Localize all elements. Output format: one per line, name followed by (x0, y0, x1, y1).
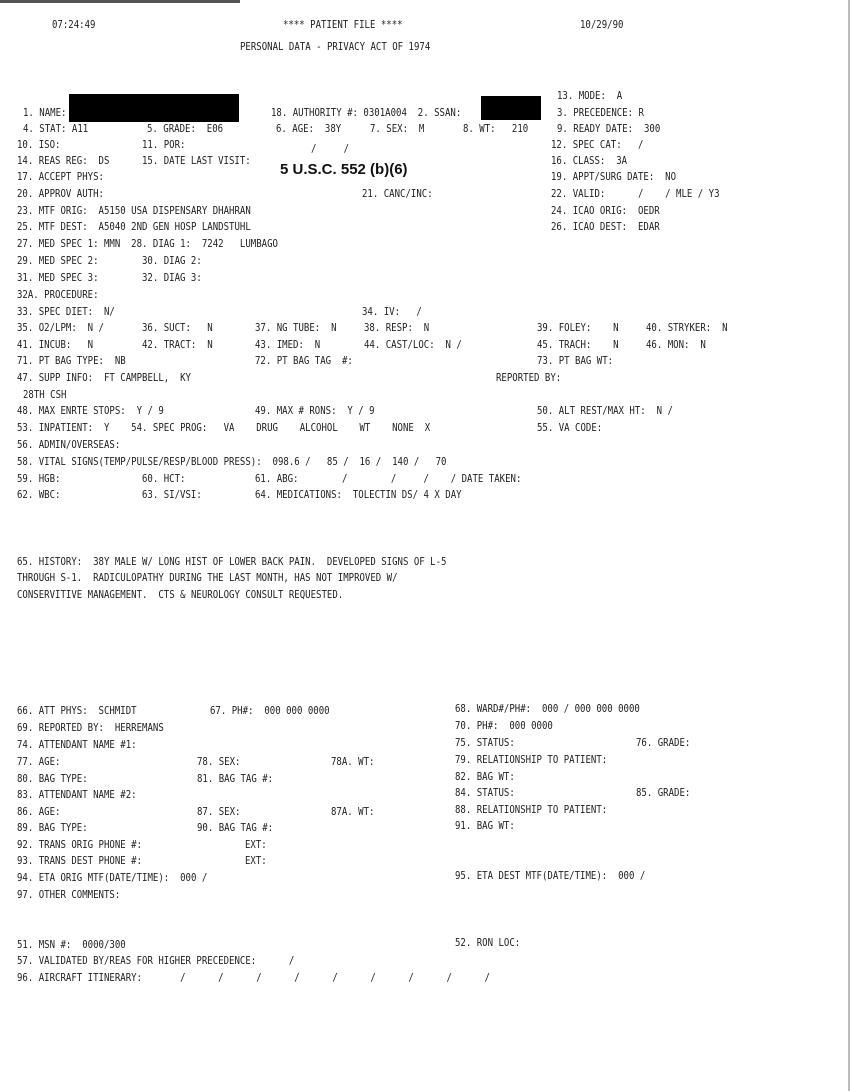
field-27-med-spec-1: 27. MED SPEC 1: MMN 28. DIAG 1: 7242 LUMBAGO (17, 238, 278, 250)
field-92-ext: EXT: (245, 839, 267, 851)
redaction-ssan (481, 96, 541, 120)
field-71-pt-bag-type: 71. PT BAG TYPE: NB (17, 355, 126, 367)
field-53-inpatient: 53. INPATIENT: Y 54. SPEC PROG: VA DRUG ALCOHOL WT NONE X (17, 422, 431, 434)
field-51-msn: 51. MSN #: 0000/300 (17, 939, 126, 951)
field-57-validated-by: 57. VALIDATED BY/REAS FOR HIGHER PRECEDENCE: / (17, 955, 295, 967)
field-32-diag-3: 32. DIAG 3: (142, 272, 202, 284)
field-83-attendant-name-2: 83. ATTENDANT NAME #2: (17, 789, 137, 801)
field-40-stryker: 40. STRYKER: N (646, 322, 728, 334)
top-rule (0, 0, 240, 3)
field-90-bag-tag: 90. BAG TAG #: (197, 822, 274, 834)
field-46-mon: 46. MON: N (646, 339, 706, 351)
field-4-stat: 4. STAT: A11 (23, 123, 89, 135)
field-67-ph: 67. PH#: 000 000 0000 (210, 705, 330, 717)
field-93-ext: EXT: (245, 855, 267, 867)
field-95-eta-dest: 95. ETA DEST MTF(DATE/TIME): 000 / (455, 870, 646, 882)
field-37-ng-tube: 37. NG TUBE: N (255, 322, 337, 334)
field-76-grade: 76. GRADE: (636, 737, 691, 749)
field-21-canc-inc: 21. CANC/INC: (362, 188, 433, 200)
field-39-foley: 39. FOLEY: N (537, 322, 619, 334)
header-date: 10/29/90 (580, 19, 624, 31)
field-64-medications: 64. MEDICATIONS: TOLECTIN DS/ 4 X DAY (255, 489, 462, 501)
field-58-vital-signs: 58. VITAL SIGNS(TEMP/PULSE/RESP/BLOOD PRESS): 098.6 / 85 / 16 / 140 / 70 (17, 456, 447, 468)
field-63-si-vsi: 63. SI/VSI: (142, 489, 202, 501)
field-93-trans-dest-phone: 93. TRANS DEST PHONE #: (17, 855, 143, 867)
field-23-mtf-orig: 23. MTF ORIG: A5150 USA DISPENSARY DHAHRAN (17, 205, 251, 217)
field-29-med-spec-2: 29. MED SPEC 2: (17, 255, 99, 267)
field-70-ph: 70. PH#: 000 0000 (455, 720, 553, 732)
field-33-spec-diet: 33. SPEC DIET: N/ (17, 306, 115, 318)
field-26-icao-dest: 26. ICAO DEST: EDAR (551, 221, 660, 233)
field-88-relationship: 88. RELATIONSHIP TO PATIENT: (455, 804, 608, 816)
field-41-incub: 41. INCUB: N (17, 339, 94, 351)
field-36-suct: 36. SUCT: N (142, 322, 213, 334)
field-28th-csh: 28TH CSH (23, 389, 67, 401)
field-18-authority: 18. AUTHORITY #: 0301A004 2. SSAN: (271, 107, 462, 119)
field-94-eta-orig: 94. ETA ORIG MTF(DATE/TIME): 000 / (17, 872, 208, 884)
field-12-spec-cat: 12. SPEC CAT: / (551, 139, 644, 151)
field-38-resp: 38. RESP: N (364, 322, 430, 334)
field-8-wt: 8. WT: 210 (463, 123, 529, 135)
field-87-sex: 87. SEX: (197, 806, 241, 818)
field-6-age: 6. AGE: 38Y (276, 123, 342, 135)
field-81-bag-tag: 81. BAG TAG #: (197, 773, 274, 785)
field-24-icao-orig: 24. ICAO ORIG: OEDR (551, 205, 660, 217)
field-60-hct: 60. HCT: (142, 473, 186, 485)
field-85-grade: 85. GRADE: (636, 787, 691, 799)
field-62-wbc: 62. WBC: (17, 489, 61, 501)
field-55-va-code: 55. VA CODE: (537, 422, 603, 434)
field-75-status: 75. STATUS: (455, 737, 515, 749)
field-7-sex: 7. SEX: M (370, 123, 425, 135)
field-47-supp-info: 47. SUPP INFO: FT CAMPBELL, KY (17, 372, 191, 384)
field-65-history-line-1: 65. HISTORY: 38Y MALE W/ LONG HIST OF LOWER BACK PAIN. DEVELOPED SIGNS OF L-5 (17, 556, 447, 568)
field-10-iso: 10. ISO: (17, 139, 61, 151)
field-82-bag-wt: 82. BAG WT: (455, 771, 515, 783)
field-78a-wt: 78A. WT: (331, 756, 375, 768)
field-74-attendant-name-1: 74. ATTENDANT NAME #1: (17, 739, 137, 751)
field-69-reported-by: 69. REPORTED BY: HERREMANS (17, 722, 164, 734)
field-1-name: 1. NAME: (23, 107, 67, 119)
field-22-valid: 22. VALID: / / MLE / Y3 (551, 188, 720, 200)
field-11-por: 11. POR: (142, 139, 186, 151)
field-14-reas-reg: 14. REAS REG: DS (17, 155, 110, 167)
header-time: 07:24:49 (52, 19, 96, 31)
field-91-bag-wt: 91. BAG WT: (455, 820, 515, 832)
field-61-abg: 61. ABG: / / / / DATE TAKEN: (255, 473, 522, 485)
field-79-relationship: 79. RELATIONSHIP TO PATIENT: (455, 754, 608, 766)
field-11-slashes: / / (311, 143, 350, 155)
field-42-tract: 42. TRACT: N (142, 339, 213, 351)
field-reported-by: REPORTED BY: (496, 372, 562, 384)
field-68-ward-ph: 68. WARD#/PH#: 000 / 000 000 0000 (455, 703, 640, 715)
field-86-age: 86. AGE: (17, 806, 61, 818)
field-5-grade: 5. GRADE: E06 (147, 123, 224, 135)
header-subtitle: PERSONAL DATA - PRIVACY ACT OF 1974 (240, 41, 431, 53)
field-31-med-spec-3: 31. MED SPEC 3: (17, 272, 99, 284)
field-49-max-rons: 49. MAX # RONS: Y / 9 (255, 405, 375, 417)
field-80-bag-type: 80. BAG TYPE: (17, 773, 88, 785)
field-56-admin-overseas: 56. ADMIN/OVERSEAS: (17, 439, 121, 451)
field-30-diag-2: 30. DIAG 2: (142, 255, 202, 267)
field-48-max-enrte-stops: 48. MAX ENRTE STOPS: Y / 9 (17, 405, 164, 417)
field-72-pt-bag-tag: 72. PT BAG TAG #: (255, 355, 353, 367)
field-15-date-last-visit: 15. DATE LAST VISIT: (142, 155, 251, 167)
field-52-ron-loc: 52. RON LOC: (455, 937, 521, 949)
field-50-alt-rest: 50. ALT REST/MAX HT: N / (537, 405, 673, 417)
field-3-precedence: 3. PRECEDENCE: R (557, 107, 644, 119)
field-87a-wt: 87A. WT: (331, 806, 375, 818)
field-17-accept-phys: 17. ACCEPT PHYS: (17, 171, 104, 183)
field-19-appt-surg-date: 19. APPT/SURG DATE: NO (551, 171, 677, 183)
field-16-class: 16. CLASS: 3A (551, 155, 628, 167)
field-96-aircraft-itinerary: 96. AIRCRAFT ITINERARY: / / / / / / / / / (17, 972, 490, 984)
field-32a-procedure: 32A. PROCEDURE: (17, 289, 99, 301)
redaction-name (69, 94, 239, 122)
field-65-history-line-2: THROUGH S-1. RADICULOPATHY DURING THE LAST MONTH, HAS NOT IMPROVED W/ (17, 572, 398, 584)
field-78-sex: 78. SEX: (197, 756, 241, 768)
field-65-history-line-3: CONSERVITIVE MANAGEMENT. CTS & NEUROLOGY CONSULT REQUESTED. (17, 589, 344, 601)
field-45-trach: 45. TRACH: N (537, 339, 619, 351)
field-25-mtf-dest: 25. MTF DEST: A5040 2ND GEN HOSP LANDSTUHL (17, 221, 251, 233)
field-84-status: 84. STATUS: (455, 787, 515, 799)
field-35-o2-lpm: 35. O2/LPM: N / (17, 322, 104, 334)
field-43-imed: 43. IMED: N (255, 339, 321, 351)
header-title: **** PATIENT FILE **** (283, 19, 403, 31)
field-66-att-phys: 66. ATT PHYS: SCHMIDT (17, 705, 137, 717)
field-20-approv-auth: 20. APPROV AUTH: (17, 188, 104, 200)
field-77-age: 77. AGE: (17, 756, 61, 768)
field-9-ready-date: 9. READY DATE: 300 (557, 123, 661, 135)
field-13-mode: 13. MODE: A (557, 90, 623, 102)
field-34-iv: 34. IV: / (362, 306, 422, 318)
field-92-trans-orig-phone: 92. TRANS ORIG PHONE #: (17, 839, 143, 851)
field-97-other-comments: 97. OTHER COMMENTS: (17, 889, 121, 901)
field-44-cast-loc: 44. CAST/LOC: N / (364, 339, 462, 351)
field-73-pt-bag-wt: 73. PT BAG WT: (537, 355, 614, 367)
privacy-stamp: 5 U.S.C. 552 (b)(6) (280, 161, 408, 178)
field-89-bag-type: 89. BAG TYPE: (17, 822, 88, 834)
field-59-hgb: 59. HGB: (17, 473, 61, 485)
